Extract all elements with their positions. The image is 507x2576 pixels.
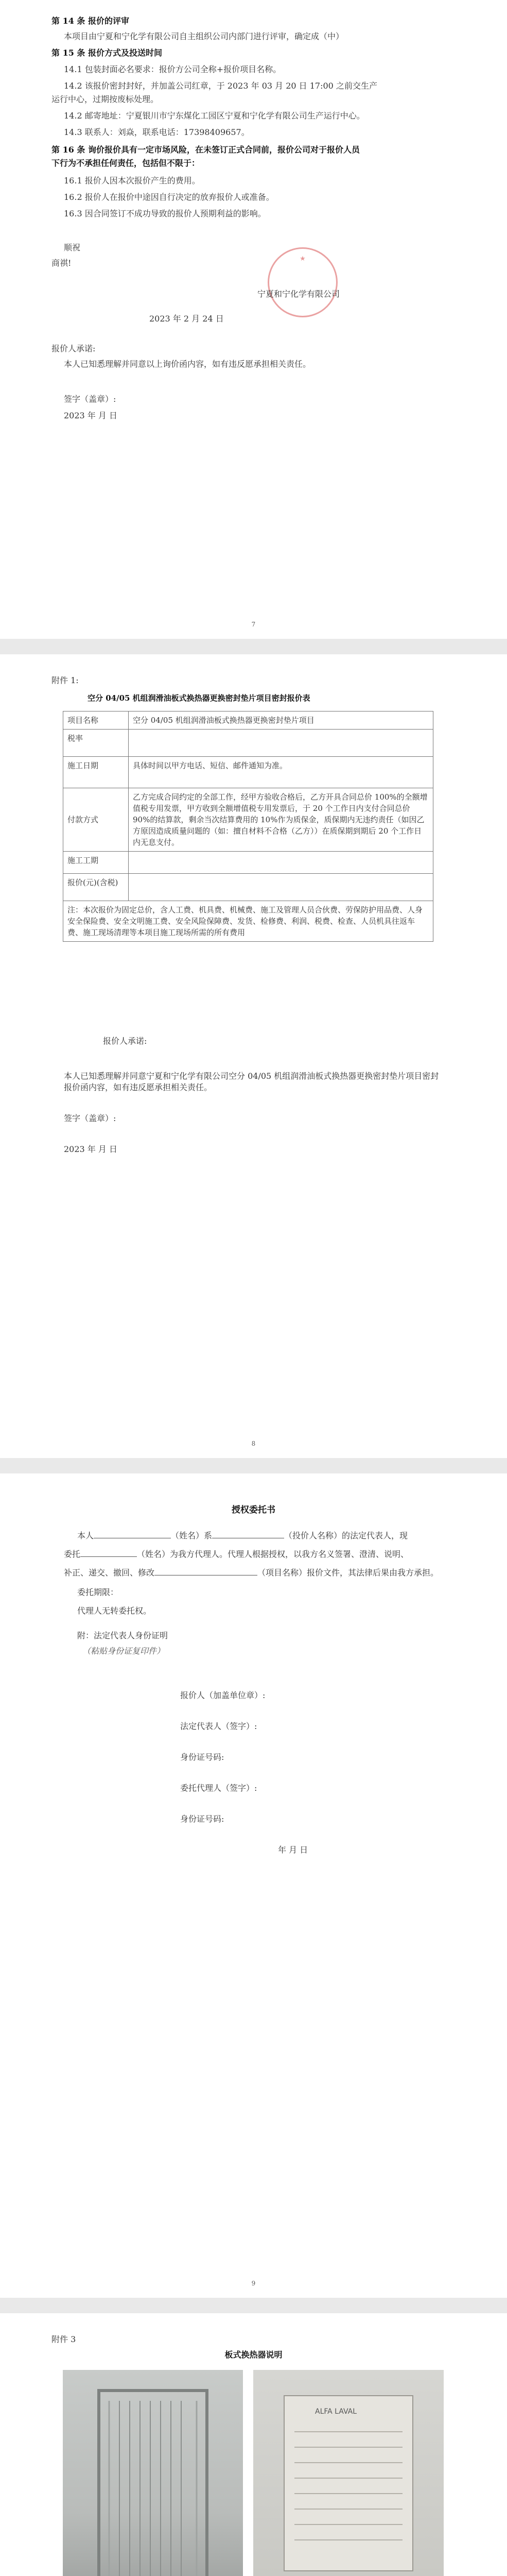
document-page-2 <box>0 654 507 1458</box>
item-15-3: 14.2 邮寄地址：宁夏银川市宁东煤化工园区宁夏和宁化学有限公司生产运行中心。 <box>64 111 365 121</box>
row-value: 具体时间以甲方电话、短信、邮件通知为准。 <box>129 757 433 788</box>
row-value <box>129 730 433 757</box>
table-row <box>63 788 433 852</box>
field-id-1: 身份证号码: <box>180 1752 224 1762</box>
table-row <box>63 711 433 730</box>
section-16-title: 第 16 条 询价报价具有一定市场风险，在未签订正式合同前，报价公司对于报价人员 <box>51 145 360 155</box>
table-row <box>63 901 433 942</box>
row-value: 空分 04/05 机组润滑油板式换热器更换密封垫片项目 <box>129 711 433 730</box>
row-label: 施工日期 <box>63 757 129 788</box>
exchanger-sketch <box>63 2370 243 2576</box>
table-note: 注：本次报价为固定总价，含人工费、机具费、机械费、施工及管理人员合伙费、劳保防护用品费、人身安全保险费、安全文明施工费、安全风险保障费、发货、检修费、利润、税费、检查、人员机具往返车费、施工现场清理等本项目施工现场所需的所有费用 <box>63 901 433 942</box>
row-label: 项目名称 <box>63 711 129 730</box>
row-label: 付款方式 <box>63 788 129 852</box>
exchanger-title: 板式换热器说明 <box>224 2350 283 2360</box>
item-15-1: 14.1 包装封面必名要求：报价方公司全称+报价项目名称。 <box>64 64 282 74</box>
commitment-title: 报价人承诺: <box>51 344 96 353</box>
annex-label: 附件 3 <box>51 2334 76 2344</box>
row-label: 税率 <box>63 730 129 757</box>
business-greeting: 商祺! <box>51 258 72 268</box>
auth-line-1: 本人 （姓名）系 （投价人名称）的法定代表人，现 <box>77 1531 408 1540</box>
table-row <box>63 757 433 788</box>
annex-label: 附件 1: <box>51 675 79 685</box>
sign-label: 签字（盖章）: <box>64 1113 116 1123</box>
item-16-1: 16.1 报价人因本次报价产生的费用。 <box>64 176 200 185</box>
auth-line-4: 委托期限： <box>77 1587 119 1597</box>
nameplate-sketch <box>253 2370 444 2576</box>
field-legal-rep: 法定代表人（签字）: <box>180 1721 257 1731</box>
field-bidder: 报价人（加盖单位章）: <box>180 1690 266 1700</box>
table-row <box>63 852 433 874</box>
sign-date: 2023 年 月 日 <box>64 411 117 420</box>
auth-line-3: 补正、递交、撤回、修改 （项目名称）报价文件，其法律后果由我方承担。 <box>64 1568 439 1578</box>
document-page-1 <box>0 0 507 639</box>
section-14-body: 本项目由宁夏和宁化学有限公司自主组织公司内部门进行评审，确定成（中） <box>64 31 344 41</box>
sign-date: 2023 年 月 日 <box>64 1144 117 1154</box>
salute: 顺祝 <box>64 243 81 252</box>
page-number: 9 <box>251 2280 256 2287</box>
field-id-2: 身份证号码: <box>180 1814 224 1824</box>
table-row <box>63 730 433 757</box>
item-15-2: 14.2 该报价密封封好，并加盖公司红章，于 2023 年 03 月 20 日 17:00 之前交生产 <box>64 81 377 91</box>
row-value <box>129 852 433 874</box>
item-16-2: 16.2 报价人在报价中途因自行决定的放弃报价人或准备。 <box>64 192 274 202</box>
table-row <box>63 874 433 901</box>
page-number: 8 <box>251 1440 256 1447</box>
row-label: 施工工期 <box>63 852 129 874</box>
document-page-4 <box>0 2313 507 2576</box>
section-16-title-cont: 下行为不承担任何责任，包括但不限于： <box>51 158 200 168</box>
auth-line-2: 委托 （姓名）为我方代理人。代理人根据授权，以我方名义签署、澄清、说明、 <box>64 1549 409 1559</box>
section-15-title: 第 15 条 报价方式及投送时间 <box>51 48 162 58</box>
nameplate-photo <box>253 2370 444 2576</box>
authorization-title: 授权委托书 <box>232 1505 275 1515</box>
id-copy-placeholder: （粘贴身份证复印件） <box>82 1646 165 1656</box>
auth-date: 年 月 日 <box>278 1845 308 1855</box>
row-value <box>129 874 433 901</box>
section-14-title: 第 14 条 报价的评审 <box>51 16 129 26</box>
auth-line-5: 代理人无转委托权。 <box>77 1606 152 1616</box>
letter-date: 2023 年 2 月 24 日 <box>149 314 224 324</box>
blank-field[interactable] <box>80 1556 137 1557</box>
company-name: 宁夏和宁化学有限公司 <box>257 289 340 299</box>
quotation-table <box>63 711 433 942</box>
item-16-3: 16.3 因合同签订不成功导致的报价人预期利益的影响。 <box>64 209 266 218</box>
nameplate-brand: ALFA LAVAL <box>315 2408 357 2416</box>
page-number: 7 <box>251 621 256 628</box>
row-label: 报价(元)(含税) <box>63 874 129 901</box>
bidder-commit-label: 报价人承诺: <box>103 1036 147 1046</box>
attachment-note: 附：法定代表人身份证明 <box>77 1631 168 1640</box>
sign-label: 签字（盖章）: <box>64 394 116 404</box>
exchanger-photo <box>63 2370 243 2576</box>
row-value: 乙方完成合同约定的全部工作，经甲方验收合格后，乙方开具合同总价 100%的全额增值税专用发票，甲方收到全额增值税专用发票后，于 20 个工作日内支付合同总价 90%的结算款，剩余当次结算费用的 10%作为质保金，质保期内无违约责任（如因乙方原因造成质量问题的（如：擅自材料不合格（乙方））在质保期到期后 20 个工作日内无息支付。 <box>129 788 433 852</box>
item-15-2-cont: 运行中心，过期按废标处理。 <box>51 94 159 104</box>
commitment-body: 本人已知悉理解并同意以上询价函内容，如有违反愿承担相关责任。 <box>64 359 311 369</box>
table-title: 空分 04/05 机组润滑油板式换热器更换密封垫片项目密封报价表 <box>88 693 310 703</box>
document-page-3 <box>0 1473 507 2298</box>
bidder-commitment: 本人已知悉理解并同意宁夏和宁化学有限公司空分 04/05 机组润滑油板式换热器更换密封垫片项目密封报价函内容，如有违反愿承担相关责任。 <box>64 1071 439 1092</box>
item-15-4: 14.3 联系人：刘焱，联系电话：17398409657。 <box>64 127 250 137</box>
field-agent: 委托代理人（签字）: <box>180 1783 257 1793</box>
company-seal: ★ <box>268 247 338 317</box>
